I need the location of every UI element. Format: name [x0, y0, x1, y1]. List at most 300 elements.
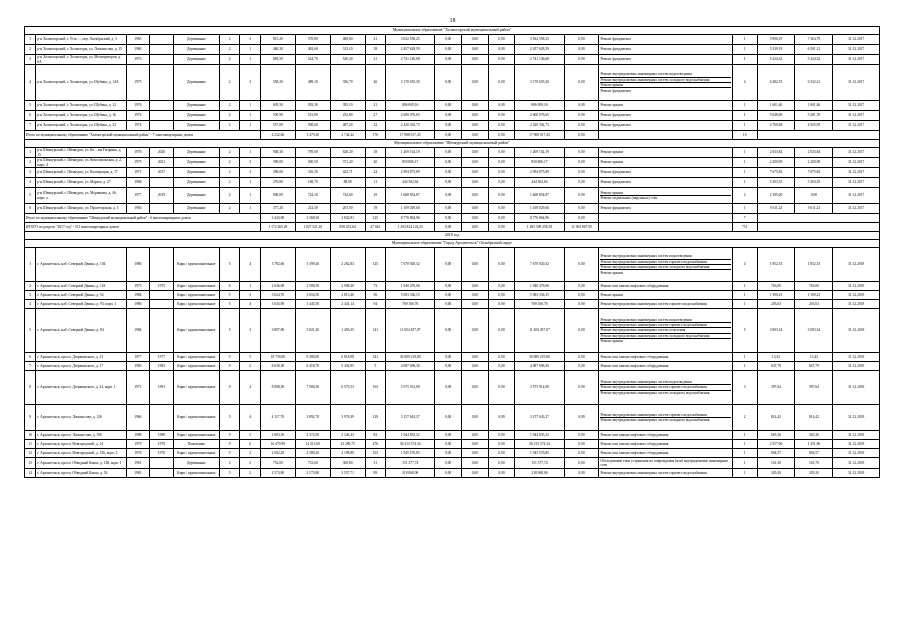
table-row — [25, 204, 880, 214]
cell-wall-material: Деревянные — [173, 35, 219, 45]
cell-entrances: 4 — [240, 371, 261, 405]
cell-address: г. Архангельск, просп. Новгородский, д. 156, корп. 2 — [36, 449, 126, 458]
cell-entrances: 3 — [240, 158, 261, 168]
cell-entrances: 1 — [240, 178, 261, 188]
cell-specific-cost: 5 224,32 — [757, 55, 795, 65]
cell-wall-material: Кирп./ крупнопанельные — [173, 469, 219, 478]
cell-specific-cost: 5 203,35 — [757, 178, 795, 188]
table-body — [25, 27, 880, 478]
section-header-row — [25, 27, 880, 35]
cell-fund-owners: 2 994 875,89 — [515, 168, 564, 178]
work-type-item: Ремонт или замена лифтового оборудования — [600, 441, 669, 446]
cell-floors: 2 — [219, 458, 240, 469]
cell-fund-owners: 769 160,76 — [515, 300, 564, 309]
cell-owner-area: 520,30 — [330, 55, 365, 65]
cell-fund-local: 0,00 — [488, 178, 515, 188]
cell-deadline: 31.12.2017 — [833, 111, 880, 121]
cell-work-types — [599, 148, 732, 158]
cell-fund-regional: 0,00 — [462, 469, 489, 478]
cell-total-area: 16 470,99 — [260, 440, 295, 449]
cell-address: г. Архангельск, просп. Новгородский, д. 14 — [36, 440, 126, 449]
cell-address: г. Архангельск, наб. Северной Двины, д. 92 — [36, 291, 126, 300]
cell-max-cost: 7 364,79 — [795, 35, 833, 45]
cell-total-area: 557,00 — [260, 121, 295, 131]
cell-residents: 129 — [365, 405, 386, 431]
cell-address: р-н Холмогорский, г. Усть-..., пер. Октябрьский, д. 3 — [36, 35, 126, 45]
cell-work-types — [599, 362, 732, 371]
cell-wall-material: Деревянные — [173, 458, 219, 469]
cell-unit-count: 1 — [732, 148, 757, 158]
cell-fund-federal: 0,00 — [435, 101, 462, 111]
cell-year-built: 1971 — [126, 371, 150, 405]
cell-fund-local: 0,00 — [488, 35, 515, 45]
cell-total-area: 900,00 — [260, 188, 295, 204]
total-fund-federal: 0,00 — [435, 214, 462, 223]
cell-fund-federal: 0,00 — [435, 204, 462, 214]
cell-total-cost: 2 600 076,65 — [386, 111, 435, 121]
cell-residential-area: 503,30 — [295, 101, 330, 111]
cell-specific-cost: 2 033,84 — [757, 148, 795, 158]
cell-year-reconstruction: 1979 — [150, 440, 174, 449]
cell-max-cost: 7 675,82 — [795, 168, 833, 178]
cell-fund-other: 0,00 — [564, 204, 599, 214]
cell-specific-cost: 2 557,06 — [757, 440, 795, 449]
cell-fund-other: 0,00 — [564, 300, 599, 309]
cell-year-built: 1975 — [126, 158, 150, 168]
cell-address: г. Архангельск, наб. Северной Двины, д. 84 — [36, 309, 126, 353]
total-fund-other: 0,00 — [564, 214, 599, 223]
cell-total-area: 3 897,00 — [260, 309, 295, 353]
cell-entrances: 2 — [240, 458, 261, 469]
cell-fund-owners: 1 169 029,60 — [515, 204, 564, 214]
cell-owner-area: 2 813,40 — [330, 291, 365, 300]
cell-total-cost: 3 575 912,08 — [386, 371, 435, 405]
cell-deadline: 31.12.2018 — [833, 300, 880, 309]
cell-total-cost: 1 944 835,32 — [386, 431, 435, 440]
cell-work-types — [599, 111, 732, 121]
cell-max-cost: 647,79 — [795, 362, 833, 371]
cell-year-reconstruction — [150, 204, 174, 214]
cell-work-types — [599, 449, 732, 458]
cell-entrances: 2 — [240, 469, 261, 478]
cell-fund-local: 0,00 — [488, 371, 515, 405]
cell-fund-regional: 0,00 — [462, 55, 489, 65]
cell-fund-regional: 0,00 — [462, 458, 489, 469]
cell-work-types — [599, 431, 732, 440]
cell-year-built: 1980 — [126, 248, 150, 282]
cell-fund-owners: 3 157 643,37 — [515, 405, 564, 431]
cell-floors: 5 — [219, 291, 240, 300]
table-row — [25, 362, 880, 371]
cell-specific-cost: 7 675,82 — [757, 168, 795, 178]
total-area: 1 172 265,29 — [260, 223, 295, 232]
cell-residential-area: 9 380,00 — [295, 353, 330, 362]
cell-year-reconstruction — [150, 101, 174, 111]
cell-fund-federal: 0,00 — [435, 371, 462, 405]
cell-specific-cost: 5 048,69 — [757, 111, 795, 121]
work-type-item: Ремонт фундамента — [600, 170, 631, 175]
work-type-item: Ремонт внутридомовых инженерных систем горячего водоснабжения — [600, 260, 730, 265]
cell-year-reconstruction: 2017 — [150, 168, 174, 178]
cell-owner-area: 371,20 — [330, 158, 365, 168]
table-row — [25, 371, 880, 405]
cell-year-reconstruction — [150, 35, 174, 45]
cell-floors: 2 — [219, 178, 240, 188]
cell-residents: 103 — [365, 449, 386, 458]
cell-wall-material: Кирп./ крупнопанельные — [173, 405, 219, 431]
cell-residential-area: 212,30 — [295, 204, 330, 214]
work-type-item: Ремонт или замена лифтового оборудования — [600, 354, 669, 359]
cell-unit-count: 1 — [732, 353, 757, 362]
total-works-empty — [599, 223, 732, 232]
cell-wall-material: Кирп./ крупнопанельные — [173, 291, 219, 300]
total-label: Итого по муниципальному образованию "Шенкурский муниципальный район" - 6 многоквартирных домов — [25, 214, 261, 223]
cell-fund-other: 0,00 — [564, 188, 599, 204]
cell-fund-owners: 36 313 374,34 — [515, 440, 564, 449]
cell-deadline: 31.12.2018 — [833, 431, 880, 440]
work-type-item: Ремонт внутридомовых инженерных систем холодного водоснабжения — [600, 265, 730, 270]
cell-fund-local: 0,00 — [488, 440, 515, 449]
cell-unit-count: 1 — [732, 300, 757, 309]
cell-owner-area: 300,60 — [330, 458, 365, 469]
work-type-item: Ремонт фундамента — [600, 57, 631, 62]
cell-residents: 27 — [365, 111, 386, 121]
cell-year-built: 1977 — [126, 188, 150, 204]
cell-address: р-н Шенкурский, г. Шенкурск, ул. Марата, д. 27 — [36, 178, 126, 188]
cell-floors: 9 — [219, 440, 240, 449]
cell-fund-owners: 1 269 102,19 — [515, 148, 564, 158]
cell-total-cost: 1 940 476,06 — [386, 282, 435, 291]
cell-fund-federal: 0,00 — [435, 449, 462, 458]
cell-fund-other: 0,00 — [564, 469, 599, 478]
cell-fund-regional: 0,00 — [462, 431, 489, 440]
cell-fund-owners: 4 087 696,30 — [515, 362, 564, 371]
cell-wall-material: Кирп./ крупнопанельные — [173, 248, 219, 282]
cell-number: 3 — [25, 291, 36, 300]
cell-floors: 9 — [219, 449, 240, 458]
cell-year-reconstruction — [150, 300, 174, 309]
cell-total-area: 4 117,70 — [260, 405, 295, 431]
total-cost: 1 294 814 124,23 — [386, 223, 435, 232]
cell-year-reconstruction — [150, 55, 174, 65]
cell-fund-federal: 0,00 — [435, 65, 462, 101]
work-type-item: Ремонт крыши — [600, 270, 624, 275]
cell-address: р-н Холмогорский, г. Холмогоры, ул. Шубина, д. 14А — [36, 65, 126, 101]
cell-address: р-н Холмогорский, г. Холмогоры, ул. Шубина, д. 23 — [36, 121, 126, 131]
cell-floors: 2 — [219, 158, 240, 168]
work-type-item: Ремонт фундамента — [600, 113, 631, 118]
cell-floors: 9 — [219, 353, 240, 362]
cell-unit-count: 1 — [732, 204, 757, 214]
cell-fund-other: 0,00 — [564, 431, 599, 440]
cell-fund-local: 0,00 — [488, 449, 515, 458]
cell-work-types — [599, 188, 732, 204]
total-area: 4 232,60 — [260, 131, 295, 140]
cell-year-reconstruction — [150, 248, 174, 282]
work-type-item: Ремонт внутридомовых инженерных систем водоотведения — [600, 254, 730, 259]
cell-residential-area: 6 418,70 — [295, 362, 330, 371]
cell-max-cost: 203,63 — [795, 300, 833, 309]
cell-total-area: 377,20 — [260, 204, 295, 214]
total-cost: 17 908 017,43 — [386, 131, 435, 140]
cell-entrances: 1 — [240, 55, 261, 65]
cell-number: 1 — [25, 248, 36, 282]
cell-deadline: 31.12.2018 — [833, 353, 880, 362]
cell-deadline: 31.12.2017 — [833, 101, 880, 111]
cell-unit-count: 1 — [732, 121, 757, 131]
cell-year-reconstruction — [150, 111, 174, 121]
cell-max-cost: 2 200,99 — [795, 158, 833, 168]
cell-owner-area: 2 098,20 — [330, 282, 365, 291]
cell-year-built: 1965 — [126, 35, 150, 45]
work-type-item: Ремонт подвальных (наружных) стен — [600, 196, 658, 201]
cell-year-built: 1983 — [126, 362, 150, 371]
cell-wall-material: Деревянные — [173, 178, 219, 188]
cell-residential-area: 515,00 — [295, 111, 330, 121]
cell-year-reconstruction: 2021 — [150, 158, 174, 168]
cell-max-cost: 365,26 — [795, 431, 833, 440]
cell-wall-material: Кирп./ крупнопанельные — [173, 431, 219, 440]
cell-year-built: 1975 — [126, 282, 150, 291]
cell-number: 6 — [25, 111, 36, 121]
cell-fund-other: 0,00 — [564, 440, 599, 449]
cell-entrances: 1 — [240, 101, 261, 111]
cell-total-cost: 218 068,06 — [386, 469, 435, 478]
cell-fund-local: 0,00 — [488, 168, 515, 178]
table-row — [25, 449, 880, 458]
cell-number: 13 — [25, 458, 36, 469]
cell-total-cost: 5 083 336,15 — [386, 291, 435, 300]
cell-wall-material: Кирп./ крупнопанельные — [173, 371, 219, 405]
cell-address: р-н Шенкурский, г. Шенкурск, ул. Пролетарская, д. 5 — [36, 204, 126, 214]
cell-year-built: 1971 — [126, 168, 150, 178]
cell-residential-area: 724,10 — [295, 188, 330, 204]
cell-residential-area: 3 445,50 — [295, 300, 330, 309]
cell-fund-other: 0,00 — [564, 405, 599, 431]
cell-fund-other: 0,00 — [564, 65, 599, 101]
cell-deadline: 31.12.2018 — [833, 371, 880, 405]
total-area: 3 443,00 — [260, 214, 295, 223]
cell-fund-federal: 0,00 — [435, 111, 462, 121]
cell-fund-local: 0,00 — [488, 291, 515, 300]
cell-number: 2 — [25, 45, 36, 55]
cell-max-cost: 161,70 — [795, 458, 833, 469]
cell-unit-count: 1 — [732, 291, 757, 300]
total-fund-local: 0,00 — [488, 214, 515, 223]
cell-year-reconstruction — [150, 309, 174, 353]
cell-fund-federal: 0,00 — [435, 291, 462, 300]
cell-specific-cost: 161,30 — [757, 458, 795, 469]
cell-residential-area: 2 388,20 — [295, 449, 330, 458]
cell-number: 1 — [25, 35, 36, 45]
cell-fund-other: 0,00 — [564, 291, 599, 300]
cell-number: 11 — [25, 440, 36, 449]
total-fund-local: 0,00 — [488, 131, 515, 140]
cell-address: г. Архангельск, просп. Обводный Канал, д. 148, корп. 1 — [36, 458, 126, 469]
total-works-empty — [599, 131, 732, 140]
cell-unit-count: 1 — [732, 282, 757, 291]
cell-total-area: 558,20 — [260, 65, 295, 101]
cell-address: г. Архангельск, просп. Обводный Канал, д. 54 — [36, 469, 126, 478]
cell-fund-local: 0,00 — [488, 458, 515, 469]
cell-work-types — [599, 371, 732, 405]
cell-deadline: 31.12.2017 — [833, 55, 880, 65]
cell-entrances: 2 — [240, 431, 261, 440]
cell-fund-owners: 806 009,16 — [515, 101, 564, 111]
cell-residential-area: 7 586,30 — [295, 371, 330, 405]
table-row — [25, 309, 880, 353]
total-fund-regional: 0,00 — [462, 214, 489, 223]
work-type-item: Ремонт внутридомовых инженерных систем отопления — [600, 328, 730, 333]
cell-residents: 18 — [365, 148, 386, 158]
cell-fund-other: 0,00 — [564, 362, 599, 371]
cell-wall-material: Деревянные — [173, 45, 219, 55]
cell-unit-count: 1 — [732, 431, 757, 440]
total-unit-count: 7 — [732, 214, 757, 223]
cell-year-built: 1975 — [126, 65, 150, 101]
cell-entrances: 2 — [240, 362, 261, 371]
cell-work-types — [599, 168, 732, 178]
cell-address: р-н Холмогорский, г. Холмогоры, ул. Шубина, д. 12 — [36, 101, 126, 111]
cell-year-built: 1988 — [126, 431, 150, 440]
cell-total-cost: 30 089 219,80 — [386, 353, 435, 362]
cell-fund-regional: 0,00 — [462, 188, 489, 204]
cell-total-cost: 2 420 302,73 — [386, 121, 435, 131]
cell-fund-regional: 0,00 — [462, 440, 489, 449]
cell-total-cost: 36 313 374,34 — [386, 440, 435, 449]
table-row — [25, 158, 880, 168]
total-residents: 125 — [365, 214, 386, 223]
cell-unit-count: 1 — [732, 158, 757, 168]
cell-fund-other: 0,00 — [564, 449, 599, 458]
cell-max-cost: 1 351,96 — [795, 440, 833, 449]
cell-unit-count: 1 — [732, 458, 757, 469]
total-fund-local: 0,00 — [488, 223, 515, 232]
cell-fund-owners: 3 170 655,30 — [515, 65, 564, 101]
cell-residential-area: 402,60 — [295, 45, 330, 55]
cell-year-built: 1984 — [126, 309, 150, 353]
cell-entrances: 6 — [240, 440, 261, 449]
table-row — [25, 353, 880, 362]
cell-unit-count: 1 — [732, 440, 757, 449]
table-row — [25, 178, 880, 188]
cell-fund-regional: 0,00 — [462, 45, 489, 55]
cell-fund-regional: 0,00 — [462, 282, 489, 291]
cell-max-cost: 6 532,21 — [795, 65, 833, 101]
cell-deadline: 31.12.2017 — [833, 188, 880, 204]
cell-year-reconstruction — [150, 45, 174, 55]
cell-work-types — [599, 469, 732, 478]
cell-entrances: 2 — [240, 449, 261, 458]
cell-number: 3 — [25, 55, 36, 65]
cell-number: 9 — [25, 405, 36, 431]
cell-floors: 2 — [219, 148, 240, 158]
work-type-item: Ремонт или замена лифтового оборудования — [600, 432, 669, 437]
cell-residents: 82 — [365, 431, 386, 440]
table-row — [25, 111, 880, 121]
cell-owner-area: 422,71 — [330, 168, 365, 178]
cell-specific-cost: 665,26 — [757, 431, 795, 440]
cell-deadline: 31.12.2018 — [833, 362, 880, 371]
cell-number: 4 — [25, 178, 36, 188]
cell-residential-area: 500,50 — [295, 158, 330, 168]
work-type-item: Ремонт внутридомовых инженерных систем водоотведения — [600, 380, 730, 385]
cell-number: 6 — [25, 204, 36, 214]
work-type-item: Ремонт фундамента — [600, 47, 631, 52]
cell-number: 8 — [25, 371, 36, 405]
cell-residents: 11 — [365, 178, 386, 188]
cell-entrances: 3 — [240, 35, 261, 45]
cell-fund-other: 0,00 — [564, 101, 599, 111]
cell-owner-area: 88,00 — [330, 178, 365, 188]
cell-total-cost: 1 668 854,87 — [386, 188, 435, 204]
cell-total-cost: 4 087 696,30 — [386, 362, 435, 371]
cell-number: 5 — [25, 188, 36, 204]
cell-residential-area: 795,00 — [295, 148, 330, 158]
table-row — [25, 458, 880, 469]
cell-work-types — [599, 309, 732, 353]
cell-total-area: 590,00 — [260, 158, 295, 168]
cell-work-types — [599, 248, 732, 282]
cell-floors: 5 — [219, 469, 240, 478]
cell-work-types — [599, 178, 732, 188]
table-row — [25, 300, 880, 309]
cell-fund-other: 0,00 — [564, 178, 599, 188]
cell-number: 4 — [25, 300, 36, 309]
cell-entrances: 4 — [240, 300, 261, 309]
cell-number: 5 — [25, 309, 36, 353]
cell-work-types — [599, 282, 732, 291]
work-type-item: Ремонт внутридомовых инженерных систем горячего водоснабжения — [600, 413, 730, 418]
cell-owner-area: 356,70 — [330, 65, 365, 101]
cell-wall-material: Деревянные — [173, 111, 219, 121]
cell-floors: 9 — [219, 362, 240, 371]
cell-year-built: 1977 — [126, 353, 150, 362]
cell-year-reconstruction — [150, 65, 174, 101]
cell-owner-area: 201,50 — [330, 204, 365, 214]
table-row — [25, 55, 880, 65]
cell-wall-material: Кирп./ крупнопанельные — [173, 353, 219, 362]
cell-fund-federal: 0,00 — [435, 148, 462, 158]
cell-specific-cost: 1 601,46 — [757, 101, 795, 111]
cell-specific-cost: 329,20 — [757, 469, 795, 478]
cell-fund-other: 0,00 — [564, 458, 599, 469]
cell-fund-local: 0,00 — [488, 282, 515, 291]
cell-year-built: 1979 — [126, 440, 150, 449]
cell-unit-count: 1 — [732, 449, 757, 458]
cell-address: г. Архангельск, просп. Дзержинского, д. 13 — [36, 353, 126, 362]
cell-wall-material: Кирп./ крупнопанельные — [173, 309, 219, 353]
cell-unit-count: 1 — [732, 111, 757, 121]
cell-work-types — [599, 300, 732, 309]
cell-address: г. Архангельск, наб. Северной Двины, д. 104 — [36, 248, 126, 282]
cell-wall-material: Панельные — [173, 440, 219, 449]
cell-floors: 2 — [219, 188, 240, 204]
cell-residential-area: 3 654,50 — [295, 291, 330, 300]
cell-owner-area: 2 262,83 — [330, 248, 365, 282]
cell-residents: 89 — [365, 469, 386, 478]
total-fund-regional: 0,00 — [462, 131, 489, 140]
cell-max-cost: 5 611,23 — [795, 204, 833, 214]
total-tail-empty — [757, 214, 880, 223]
total-fund-owners: 8 776 864,96 — [515, 214, 564, 223]
cell-deadline: 31.12.2017 — [833, 148, 880, 158]
cell-residents: 94 — [365, 300, 386, 309]
cell-deadline: 31.12.2018 — [833, 309, 880, 353]
cell-deadline: 31.12.2017 — [833, 121, 880, 131]
cell-number: 14 — [25, 469, 36, 478]
work-type-item: Ремонт внутридомовых инженерных систем водоотведения — [600, 72, 730, 77]
